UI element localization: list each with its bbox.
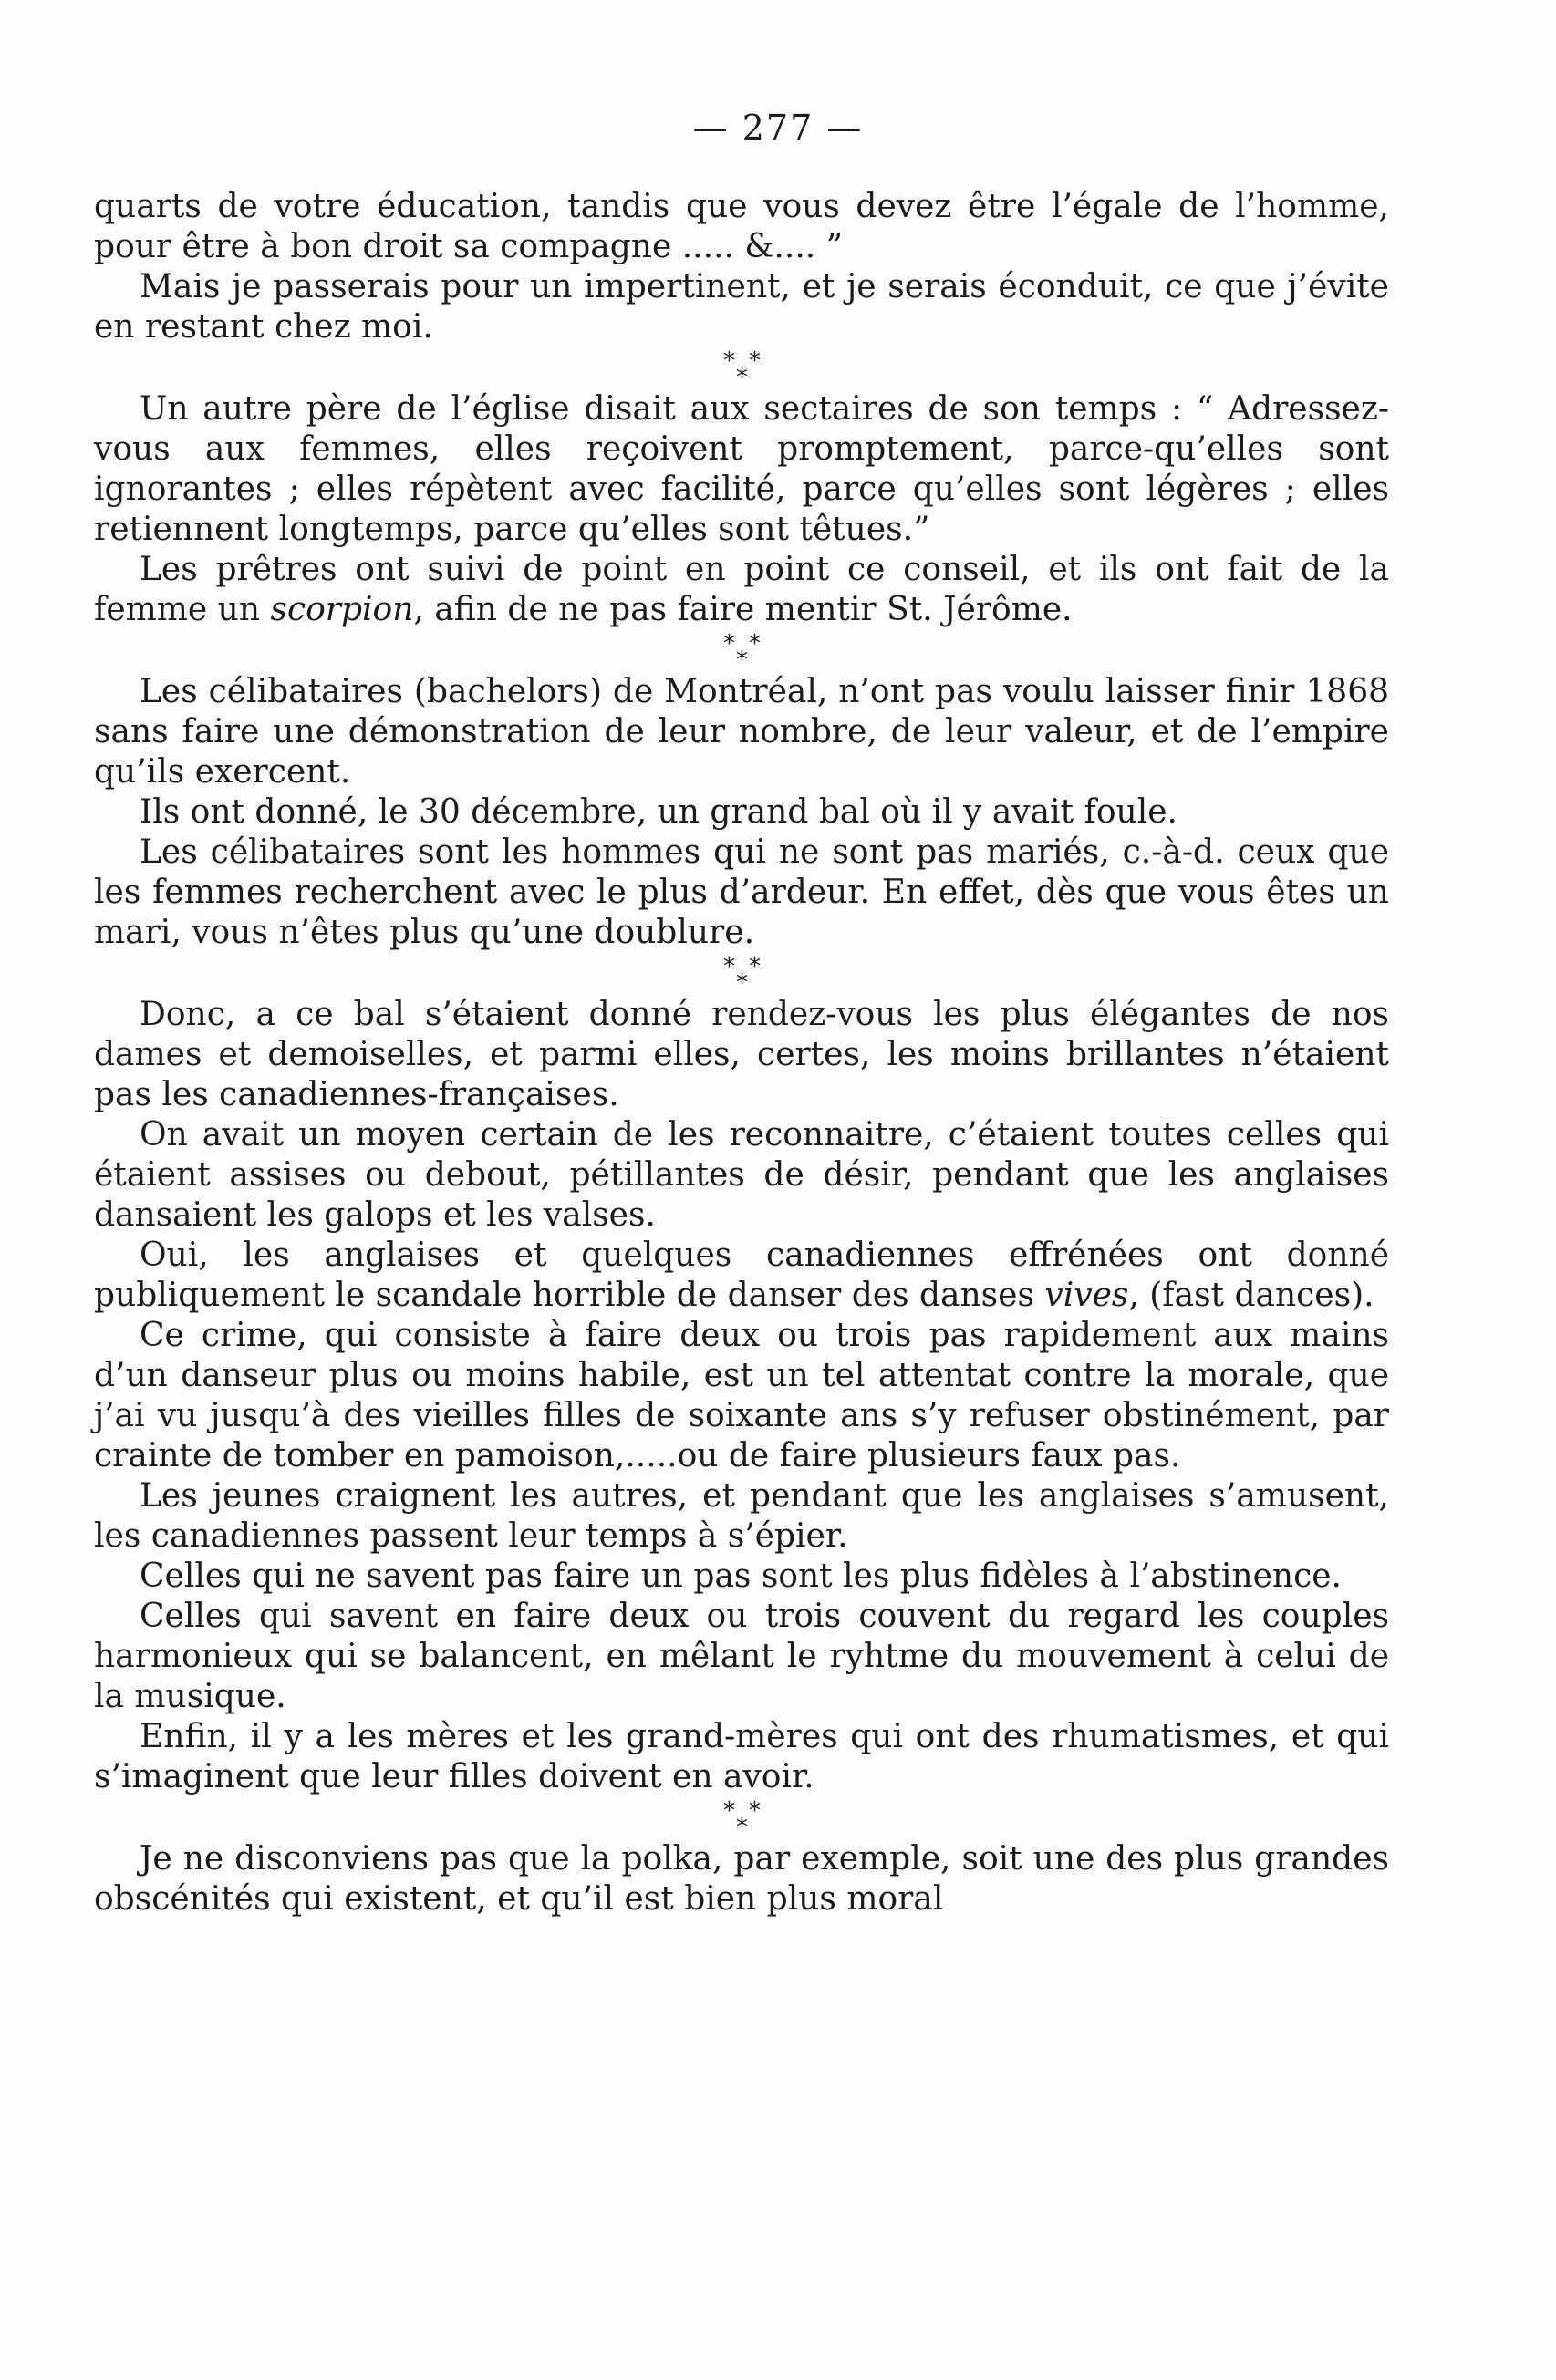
paragraph: Donc, a ce bal s’étaient donné rendez-vous les plus élégantes de nos dames et demoiselles, et parmi elles, certes, les moins brillantes n’étaient pas les canadiennes-françaises. (94, 996, 1389, 1113)
paragraph (94, 1236, 1389, 1316)
section-separator (94, 953, 1389, 995)
separator-asterisk: * (723, 1797, 735, 1825)
separator-asterisk: * (736, 1814, 748, 1841)
paragraph: Mais je passerais pour un impertinent, et je serais éconduit, ce que j’évite en restant chez moi. (94, 268, 1389, 346)
italic-word: scorpion (270, 591, 414, 628)
paragraph: Ils ont donné, le 30 décembre, un grand bal où il y avait foule. (140, 793, 1177, 831)
paragraph: Les jeunes craignent les autres, et pendant que les anglaises s’amusent, les canadiennes passent leur temps à s’épier. (94, 1477, 1389, 1555)
text-run: , (fast dances). (1128, 1277, 1374, 1314)
paragraph: Enfin, il y a les mères et les grand-mères qui ont des rhumatismes, et qui s’imaginent que leur filles doivent en avoir. (94, 1718, 1389, 1795)
paragraph: Les célibataires (bachelors) de Montréal, n’ont pas voulu laisser finir 1868 sans faire une démonstration de leur nombre, de leur valeur, et de l’empire qu’ils exercent. (94, 673, 1389, 791)
separator-asterisk: * (749, 1797, 761, 1825)
text-run: , afin de ne pas faire mentir St. Jérôme. (413, 591, 1073, 628)
section-separator (94, 347, 1389, 389)
paragraph: Celles qui ne savent pas faire un pas sont les plus fidèles à l’abstinence. (140, 1557, 1342, 1595)
paragraph: Je ne disconviens pas que la polka, par exemple, soit une des plus grandes obscénités qui existent, et qu’il est bien plus moral (94, 1840, 1389, 1918)
section-separator (94, 1797, 1389, 1839)
text-run: Oui, les anglaises et quelques canadiennes effrénées ont donné publiquement le scandale horrible de danser des danses (94, 1237, 1389, 1314)
page-number: — 277 — (692, 108, 864, 148)
text-run: Les prêtres ont suivi de point en point ce conseil, et ils ont fait de la femme un (94, 551, 1389, 628)
paragraph: Celles qui savent en faire deux ou trois couvent du regard les couples harmonieux qui se balancent, en mêlant le ryhtme du mouvement à celui de la musique. (94, 1598, 1389, 1715)
separator-asterisk: * (723, 953, 735, 980)
separator-asterisk: * (736, 647, 748, 674)
separator-asterisk: * (736, 969, 748, 997)
italic-word: vives (1044, 1277, 1129, 1314)
paragraph: Les célibataires sont les hommes qui ne sont pas mariés, c.-à-d. ceux que les femmes recherchent avec le plus d’ardeur. En effet, dès que vous êtes un mari, vous n’êtes plus qu’une doublure. (94, 833, 1389, 951)
separator-asterisk: * (736, 364, 748, 391)
paragraph: Un autre père de l’église disait aux sectaires de son temps : “ Adressez-vous aux femmes, elles reçoivent promptement, parce-qu’elles sont ignorantes ; elles répètent avec facilité, parce qu’elles sont légères ; elles retiennent longtemps, parce qu’elles sont têtues.” (94, 390, 1389, 548)
section-separator (94, 630, 1389, 672)
separator-asterisk: * (749, 347, 761, 375)
separator-asterisk: * (749, 953, 761, 980)
paragraph: quarts de votre éducation, tandis que vous devez être l’égale de l’homme, pour être à bon droit sa compagne ..... &.... ” (94, 188, 1389, 265)
separator-asterisk: * (723, 347, 735, 375)
separator-asterisk: * (723, 630, 735, 657)
separator-asterisk: * (749, 630, 761, 657)
paragraph: Ce crime, qui consiste à faire deux ou trois pas rapidement aux mains d’un danseur plus ou moins habile, est un tel attentat contre la morale, que j’ai vu jusqu’à des vieilles filles de soixante ans s’y refuser obstinément, par crainte de tomber en pamoison,.....ou de faire plusieurs faux pas. (94, 1317, 1389, 1475)
paragraph: On avait un moyen certain de les reconnaitre, c’étaient toutes celles qui étaient assises ou debout, pétillantes de désir, pendant que les anglaises dansaient les galops et les valses. (94, 1116, 1389, 1234)
body-text (94, 187, 1389, 1920)
paragraph (94, 550, 1389, 630)
